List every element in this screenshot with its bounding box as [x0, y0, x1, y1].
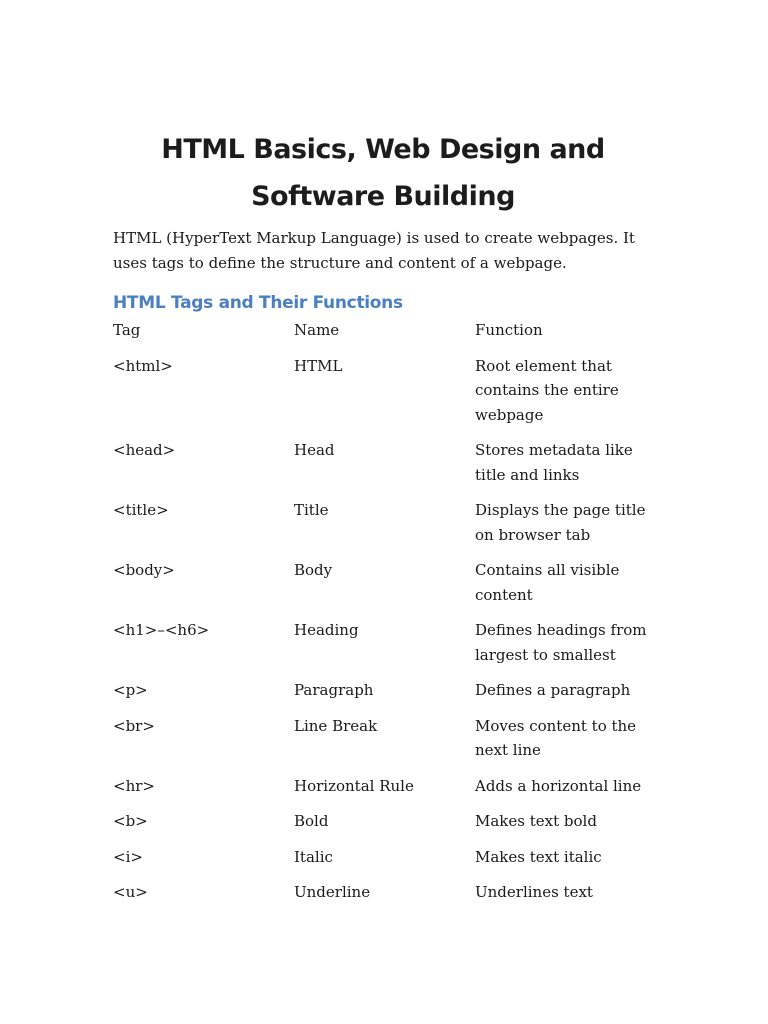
cell-function: Defines a paragraph	[475, 681, 631, 699]
table-row	[113, 438, 653, 498]
cell-tag: <b>	[113, 812, 148, 830]
cell-function: Adds a horizontal line	[475, 776, 642, 795]
cell-name: Body	[294, 561, 333, 579]
cell-name: Paragraph	[294, 681, 374, 699]
cell-name: Title	[294, 501, 329, 519]
cell-tag: <html>	[113, 356, 173, 375]
cell-function: Stores metadata like title and links	[475, 441, 633, 484]
cell-name: HTML	[294, 356, 343, 375]
cell-tag: <u>	[113, 883, 148, 901]
table-row	[113, 618, 653, 678]
cell-function: Defines headings from largest to smallest	[475, 621, 647, 664]
cell-tag: <head>	[113, 441, 176, 459]
cell-tag: <i>	[113, 847, 143, 866]
document-page	[113, 126, 653, 916]
cell-function: Moves content to the next line	[475, 716, 637, 759]
cell-tag: <hr>	[113, 776, 155, 795]
cell-tag: <p>	[113, 681, 148, 699]
cell-function: Contains all visible content	[475, 561, 620, 604]
cell-function: Underlines text	[475, 883, 593, 901]
table-row	[113, 845, 653, 881]
table-header-row	[113, 318, 653, 354]
cell-tag: <h1>–<h6>	[113, 621, 210, 639]
tags-table	[113, 318, 653, 916]
cell-name: Heading	[294, 621, 359, 639]
table-row	[113, 809, 653, 845]
header-name: Name	[294, 321, 340, 339]
cell-function: Makes text bold	[475, 812, 597, 830]
cell-name: Italic	[294, 847, 333, 866]
cell-tag: <body>	[113, 561, 175, 579]
cell-name: Line Break	[294, 716, 378, 735]
section-heading: HTML Tags and Their Functions	[113, 293, 403, 313]
table-row	[113, 498, 653, 558]
cell-name: Horizontal Rule	[294, 776, 414, 795]
cell-function: Root element that contains the entire webpage	[475, 356, 619, 424]
cell-tag: <br>	[113, 716, 155, 735]
cell-function: Makes text italic	[475, 847, 602, 866]
table-row	[113, 880, 653, 916]
table-row	[113, 678, 653, 714]
cell-name: Head	[294, 441, 335, 459]
cell-name: Underline	[294, 883, 371, 901]
page-title: HTML Basics, Web Design and Software Building	[161, 134, 605, 212]
table-row	[113, 354, 653, 439]
table-row	[113, 558, 653, 618]
table-row	[113, 774, 653, 810]
table-row	[113, 714, 653, 774]
cell-function: Displays the page title on browser tab	[475, 501, 646, 544]
cell-tag: <title>	[113, 501, 169, 519]
header-function: Function	[475, 321, 543, 339]
cell-name: Bold	[294, 812, 329, 830]
header-tag: Tag	[113, 321, 141, 339]
intro-paragraph: HTML (HyperText Markup Language) is used to create webpages. It uses tags to define the structure and content of a webpage.	[113, 229, 635, 272]
